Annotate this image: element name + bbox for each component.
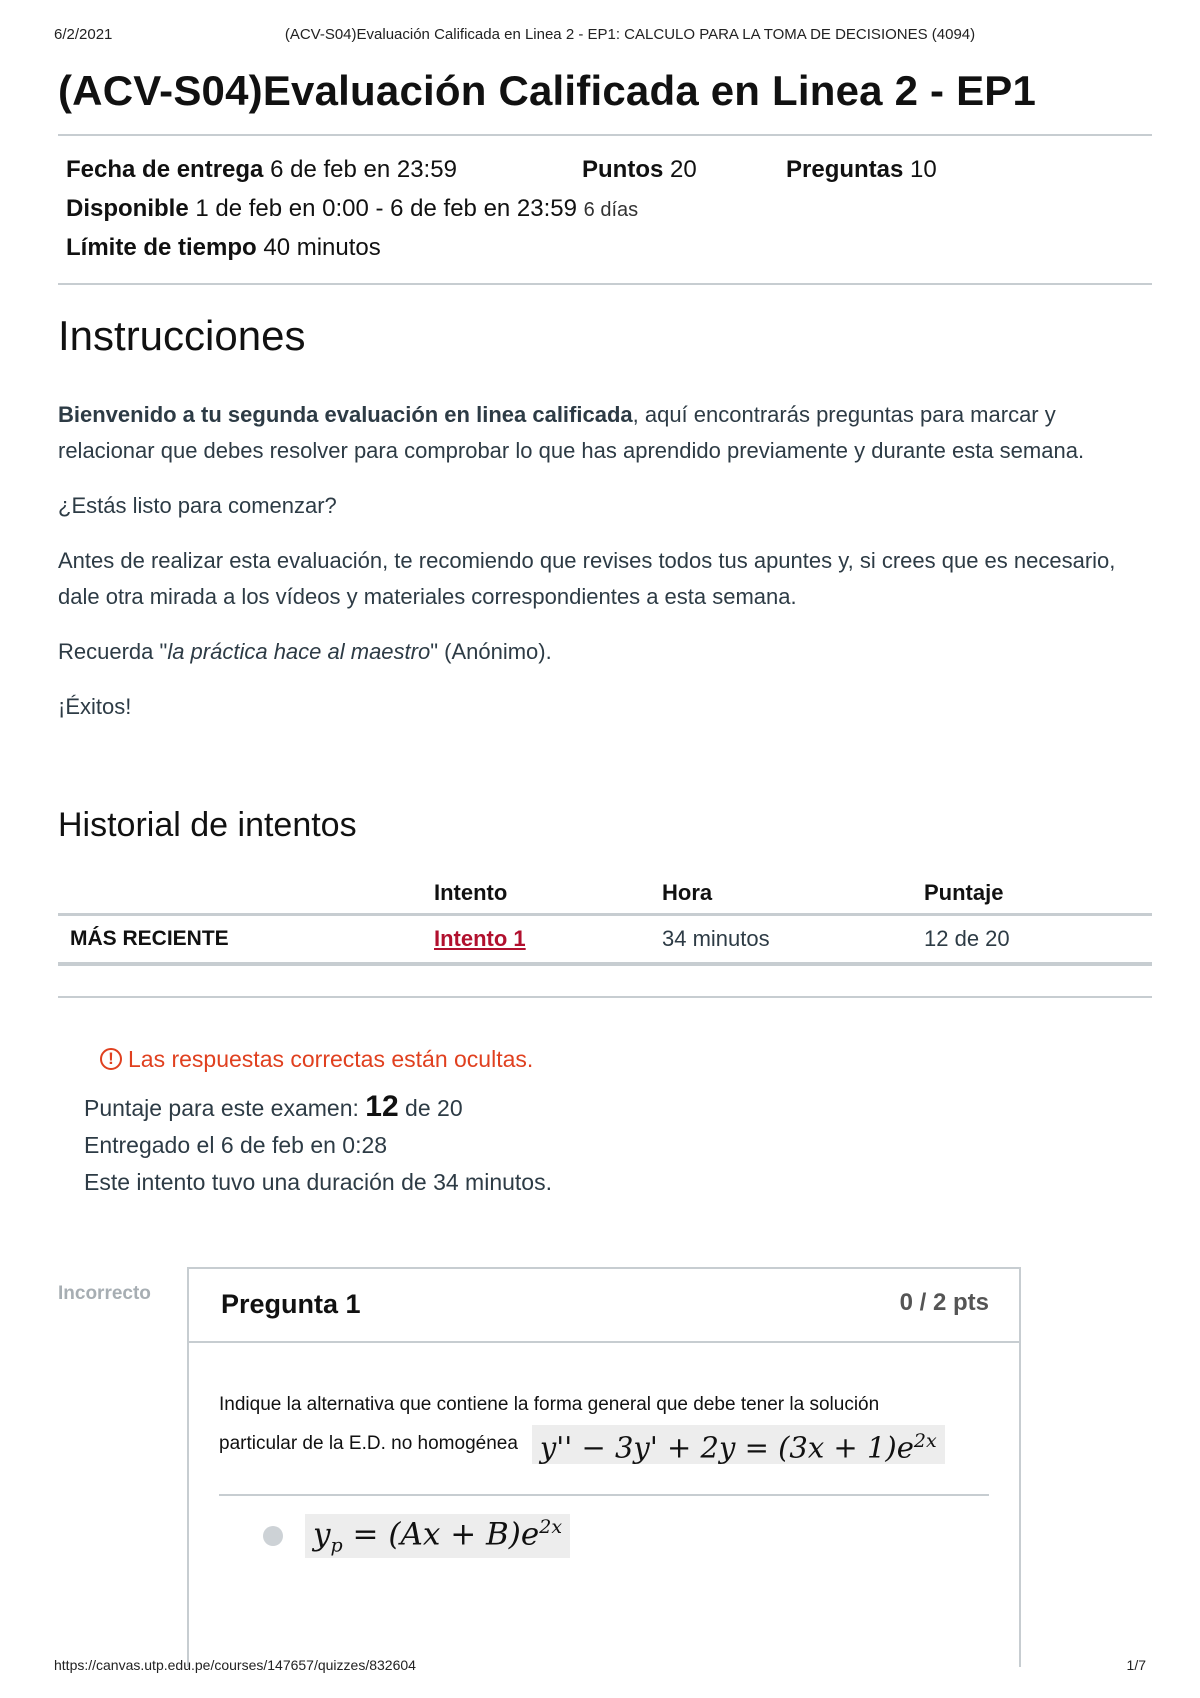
- due-label: Fecha de entrega: [66, 156, 264, 183]
- column-header: [58, 873, 434, 915]
- quote-text: la práctica hace al maestro: [167, 639, 431, 664]
- answers-hidden-notice: [100, 1044, 1152, 1074]
- details-row-2: [66, 189, 1144, 228]
- question-status: Incorrecto: [58, 1283, 151, 1304]
- question-text-line-2: [219, 1425, 989, 1464]
- due-date: [66, 150, 582, 189]
- score-total: de 20: [398, 1095, 463, 1121]
- available-value: 1 de feb en 0:00 - 6 de feb en 23:59: [195, 195, 577, 222]
- points-value: 20: [670, 156, 697, 183]
- attempt-link[interactable]: Intento 1: [434, 926, 526, 951]
- table-row: [58, 915, 1152, 965]
- available-days: 6 días: [583, 199, 639, 221]
- print-url: https://canvas.utp.edu.pe/courses/147657/quizzes/832604: [54, 1657, 416, 1673]
- score-label: Puntaje para este examen:: [84, 1095, 366, 1121]
- points-label: Puntos: [582, 156, 664, 183]
- score-cell: 12 de 20: [924, 915, 1152, 965]
- row-label: MÁS RECIENTE: [58, 915, 434, 965]
- quiz-content: [58, 64, 1152, 1201]
- table-header-row: [58, 873, 1152, 915]
- page-number: 1/7: [1126, 1657, 1146, 1673]
- column-header-attempt: Intento: [434, 873, 662, 915]
- instructions-paragraph-4: [58, 634, 1152, 670]
- question-title: Pregunta 1: [221, 1289, 361, 1319]
- attempt-cell: [434, 915, 662, 965]
- equation: [532, 1425, 945, 1464]
- available-label: Disponible: [66, 195, 189, 222]
- instructions-paragraph-5: ¡Éxitos!: [58, 694, 132, 719]
- option-rest: = (Ax + B)e: [342, 1515, 540, 1552]
- details-row-3: [66, 228, 1144, 267]
- instructions-heading: Instrucciones: [58, 312, 306, 359]
- answer-option-1[interactable]: [263, 1514, 989, 1559]
- question-text-line-2-label: particular de la E.D. no homogénea: [219, 1433, 518, 1455]
- question-card: [187, 1267, 1021, 1667]
- question-divider: [219, 1494, 989, 1496]
- due-value: 6 de feb en 23:59: [270, 156, 457, 183]
- divider: [58, 283, 1152, 285]
- column-header-time: Hora: [662, 873, 924, 915]
- attempt-duration: Este intento tuvo una duración de 34 minutos.: [84, 1169, 552, 1195]
- quiz-details: [58, 136, 1152, 283]
- option-formula: [305, 1514, 570, 1559]
- option-base: y: [313, 1515, 331, 1552]
- exam-score: [84, 1088, 1152, 1127]
- welcome-rest: , aquí encontrarás preguntas para marcar y relacionar que debes resolver para comprobar lo que has aprendido previamente y durante esta semana.: [58, 402, 1085, 463]
- score-value: 12: [365, 1090, 399, 1123]
- history-heading: Historial de intentos: [58, 806, 357, 844]
- question-header: [189, 1269, 1019, 1343]
- radio-button[interactable]: [263, 1526, 283, 1546]
- print-header: [54, 26, 1146, 48]
- column-header-score: Puntaje: [924, 873, 1152, 915]
- instructions-paragraph-3: Antes de realizar esta evaluación, te recomiendo que revises todos tus apuntes y, si crees que es necesario, dale otra mirada a los vídeos y materiales correspondientes a esta semana.: [58, 548, 1116, 609]
- question-text-line-1: Indique la alternativa que contiene la forma general que debe tener la solución: [219, 1394, 880, 1415]
- quote-post: " (Anónimo).: [430, 639, 552, 664]
- welcome-text: Bienvenido a tu segunda evaluación en linea calificada: [58, 402, 633, 427]
- questions: [786, 150, 937, 189]
- questions-value: 10: [910, 156, 937, 183]
- question-text: [219, 1391, 989, 1464]
- print-title: (ACV-S04)Evaluación Calificada en Linea 2 - EP1: CALCULO PARA LA TOMA DE DECISIONES (4094): [284, 26, 976, 43]
- time-cell: 34 minutos: [662, 915, 924, 965]
- option-subscript: p: [330, 1534, 343, 1557]
- time-limit-value: 40 minutos: [263, 234, 381, 261]
- details-row-1: [66, 150, 1144, 189]
- attempts-table: [58, 873, 1152, 966]
- question-points: 0 / 2 pts: [899, 1289, 989, 1316]
- print-date: 6/2/2021: [54, 26, 113, 43]
- warning-icon: !: [100, 1048, 122, 1070]
- instructions-paragraph-2: ¿Estás listo para comenzar?: [58, 493, 337, 518]
- questions-label: Preguntas: [786, 156, 904, 183]
- option-exponent: 2x: [539, 1515, 563, 1538]
- score-summary: [84, 1088, 1152, 1201]
- instructions-paragraph-1: [58, 397, 1152, 469]
- divider: [58, 996, 1152, 998]
- submitted-at: Entregado el 6 de feb en 0:28: [84, 1132, 388, 1158]
- time-limit-label: Límite de tiempo: [66, 234, 257, 261]
- question-body: [189, 1343, 1019, 1558]
- equation-main: y'' − 3y' + 2y = (3x + 1)e: [539, 1430, 914, 1465]
- page-title: (ACV-S04)Evaluación Calificada en Linea 2 - EP1: [58, 67, 1037, 114]
- equation-exponent: 2x: [913, 1430, 937, 1452]
- answers-hidden-text: Las respuestas correctas están ocultas.: [128, 1046, 534, 1072]
- points: [582, 150, 786, 189]
- quote-pre: Recuerda ": [58, 639, 168, 664]
